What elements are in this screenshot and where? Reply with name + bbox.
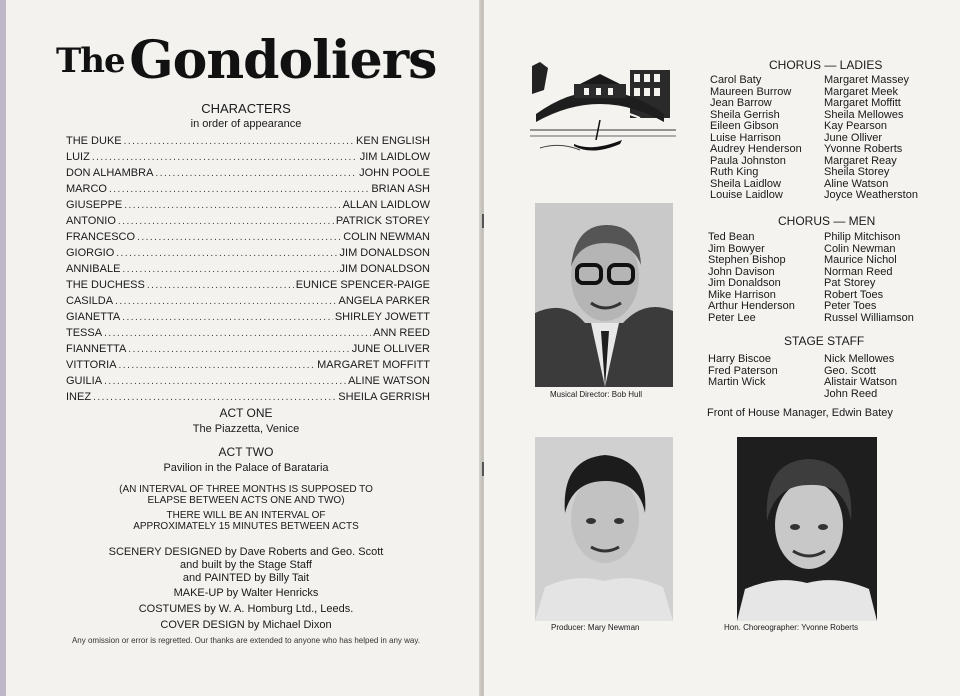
role: CASILDA (66, 295, 114, 307)
cast-row (66, 355, 430, 371)
role: MARCO (66, 183, 107, 195)
leader-dots (104, 376, 346, 387)
leader-dots (119, 360, 316, 371)
chorus-member: John Davison (708, 265, 775, 278)
chorus-member: Stephen Bishop (708, 254, 786, 266)
cast-row (66, 147, 430, 163)
chorus-member: Peter Lee (708, 311, 756, 324)
chorus-ladies-col2 (824, 75, 918, 202)
chorus-member: Sheila Gerrish (710, 108, 780, 121)
chorus-member: Paula Johnston (710, 154, 786, 167)
leader-dots (93, 392, 336, 403)
actor: ANN REED (373, 327, 430, 339)
role: ANNIBALE (66, 263, 121, 275)
chorus-member: Yvonne Roberts (824, 143, 903, 155)
chorus-member: Luise Harrison (710, 131, 781, 144)
role: VITTORIA (66, 359, 117, 371)
chorus-member: Ted Bean (708, 231, 755, 243)
leader-dots (124, 200, 340, 211)
role: ANTONIO (66, 215, 116, 227)
chorus-member: Margaret Moffitt (824, 97, 901, 109)
cast-row (66, 179, 430, 195)
leader-dots (147, 280, 294, 291)
actor: SHIRLEY JOWETT (334, 311, 430, 323)
chorus-men-heading: CHORUS — MEN (778, 214, 876, 228)
interval-note-1: (AN INTERVAL OF THREE MONTHS IS SUPPOSED TO (119, 484, 373, 495)
actor: JIM DONALDSON (339, 247, 430, 259)
cast-row (66, 195, 430, 211)
actor: ANGELA PARKER (338, 295, 430, 307)
leader-dots (128, 344, 349, 355)
stage-staff-col1 (708, 354, 778, 389)
actor: SHEILA GERRISH (338, 391, 430, 403)
cast-row (66, 259, 430, 275)
actor: KEN ENGLISH (356, 135, 430, 147)
title-the: The (56, 41, 125, 81)
chorus-member: Jim Bowyer (708, 242, 765, 255)
chorus-member: Peter Toes (824, 300, 877, 312)
chorus-member: Sheila Mellowes (824, 108, 904, 121)
director-photo (535, 203, 673, 387)
leader-dots (118, 216, 334, 227)
act-two-setting: Pavilion in the Palace of Barataria (163, 462, 329, 474)
leader-dots (92, 152, 358, 163)
role: GIANETTA (66, 311, 121, 323)
chorus-member: Carol Baty (710, 74, 762, 86)
chorus-men-col1 (708, 232, 795, 324)
chorus-member: Maureen Burrow (710, 85, 792, 98)
staff-member: Alistair Watson (824, 376, 897, 388)
actor: JIM DONALDSON (339, 263, 430, 275)
chorus-member: Jim Donaldson (708, 277, 781, 289)
cast-row (66, 243, 430, 259)
staff-member: Geo. Scott (824, 364, 876, 377)
cast-row (66, 275, 430, 291)
leader-dots (137, 232, 341, 243)
cast-row (66, 323, 430, 339)
chorus-member: Ruth King (710, 166, 759, 178)
chorus-member: Arthur Henderson (708, 300, 795, 312)
role: GIORGIO (66, 247, 115, 259)
show-title (56, 30, 436, 91)
title-main: Gondoliers (129, 30, 437, 91)
cast-row (66, 387, 430, 403)
chorus-member: Robert Toes (824, 288, 884, 301)
director-caption: Musical Director: Bob Hull (550, 390, 643, 399)
choreographer-photo (737, 437, 877, 621)
cast-row (66, 307, 430, 323)
actor: JOHN POOLE (359, 167, 430, 179)
staff-member: Harry Biscoe (708, 353, 771, 365)
cast-list (66, 131, 430, 403)
role: GIUSEPPE (66, 199, 123, 211)
staff-member: Martin Wick (708, 376, 766, 388)
chorus-member: Sheila Storey (824, 166, 890, 178)
rialto-bridge-icon (530, 60, 676, 156)
producer-photo (535, 437, 673, 621)
actor: BRIAN ASH (371, 183, 430, 195)
role: DON ALHAMBRA (66, 167, 154, 179)
staff-member: Nick Mellowes (824, 353, 895, 365)
right-page (484, 0, 960, 696)
stage-staff-col2 (824, 354, 897, 400)
chorus-member: Philip Mitchison (824, 231, 901, 243)
cast-row (66, 291, 430, 307)
act-two-heading: ACT TWO (218, 445, 274, 459)
front-of-house-credit: Front of House Manager, Edwin Batey (707, 407, 893, 419)
act-one-heading: ACT ONE (219, 406, 273, 420)
leader-dots (115, 296, 336, 307)
chorus-member: Louise Laidlow (710, 189, 783, 201)
choreographer-caption: Hon. Choreographer: Yvonne Roberts (724, 623, 859, 632)
scenery-credit: SCENERY DESIGNED by Dave Roberts and Geo. Scott (108, 546, 384, 558)
footnote: Any omission or error is regretted. Our thanks are extended to anyone who has helped in any way. (71, 636, 421, 645)
chorus-member: Margaret Massey (824, 74, 909, 86)
actor: MARGARET MOFFITT (317, 359, 430, 371)
leader-dots (109, 184, 369, 195)
interval-note-2: ELAPSE BETWEEN ACTS ONE AND TWO) (147, 495, 345, 506)
chorus-member: Russel Williamson (824, 311, 914, 324)
chorus-member: Norman Reed (824, 265, 893, 278)
interval-note-4: APPROXIMATELY 15 MINUTES BETWEEN ACTS (133, 521, 359, 532)
producer-caption: Producer: Mary Newman (551, 623, 640, 632)
role: LUIZ (66, 151, 90, 163)
interval-note-3: THERE WILL BE AN INTERVAL OF (166, 510, 326, 521)
role: THE DUCHESS (66, 279, 145, 291)
leader-dots (104, 328, 371, 339)
leader-dots (122, 264, 337, 275)
cast-row (66, 227, 430, 243)
role: INEZ (66, 391, 92, 403)
scenery-credit-3: and PAINTED by Billy Tait (182, 572, 310, 584)
leader-dots (155, 168, 357, 179)
chorus-men-col2 (824, 232, 914, 324)
characters-subheading: in order of appearance (190, 118, 302, 130)
chorus-ladies-heading: CHORUS — LADIES (769, 58, 883, 72)
cover-credit: COVER DESIGN by Michael Dixon (160, 619, 332, 631)
characters-heading: CHARACTERS (201, 101, 291, 116)
chorus-member: Audrey Henderson (710, 143, 802, 155)
actor: COLIN NEWMAN (343, 231, 430, 243)
chorus-member: Margaret Reay (824, 154, 897, 167)
actor: PATRICK STOREY (335, 215, 430, 227)
staff-member: John Reed (824, 387, 878, 400)
chorus-member: Maurice Nichol (824, 254, 897, 266)
role: FIANNETTA (66, 343, 127, 355)
actor: ALLAN LAIDLOW (342, 199, 430, 211)
role: TESSA (66, 327, 103, 339)
cast-row (66, 371, 430, 387)
chorus-member: Margaret Meek (824, 85, 898, 98)
role: FRANCESCO (66, 231, 136, 243)
leader-dots (124, 136, 354, 147)
scenery-credit-2: and built by the Stage Staff (180, 559, 312, 571)
chorus-member: Joyce Weatherston (824, 189, 918, 201)
venice-bridge-illustration (530, 60, 676, 156)
chorus-member: Pat Storey (824, 277, 876, 289)
role: THE DUKE (66, 135, 122, 147)
act-one-setting: The Piazzetta, Venice (192, 423, 300, 435)
chorus-member: June Olliver (824, 131, 883, 144)
cast-row (66, 131, 430, 147)
leader-dots (122, 312, 333, 323)
chorus-member: Eileen Gibson (710, 120, 779, 132)
stage-staff-heading: STAGE STAFF (784, 334, 865, 348)
actor: JIM LAIDLOW (359, 151, 430, 163)
staff-member: Fred Paterson (708, 364, 778, 377)
actor: ALINE WATSON (348, 375, 430, 387)
cast-row (66, 163, 430, 179)
chorus-member: Mike Harrison (708, 288, 776, 301)
cast-row (66, 211, 430, 227)
chorus-member: Colin Newman (824, 242, 896, 255)
role: GUILIA (66, 375, 103, 387)
actor: EUNICE SPENCER-PAIGE (295, 279, 430, 291)
chorus-member: Kay Pearson (824, 120, 887, 132)
actor: JUNE OLLIVER (351, 343, 430, 355)
makeup-credit: MAKE-UP by Walter Henricks (173, 587, 319, 599)
chorus-member: Sheila Laidlow (710, 177, 781, 190)
leader-dots (116, 248, 337, 259)
cast-row (66, 339, 430, 355)
chorus-ladies-col1 (710, 75, 802, 202)
chorus-member: Jean Barrow (710, 97, 772, 109)
costumes-credit: COSTUMES by W. A. Homburg Ltd., Leeds. (138, 603, 354, 615)
chorus-member: Aline Watson (824, 177, 889, 190)
